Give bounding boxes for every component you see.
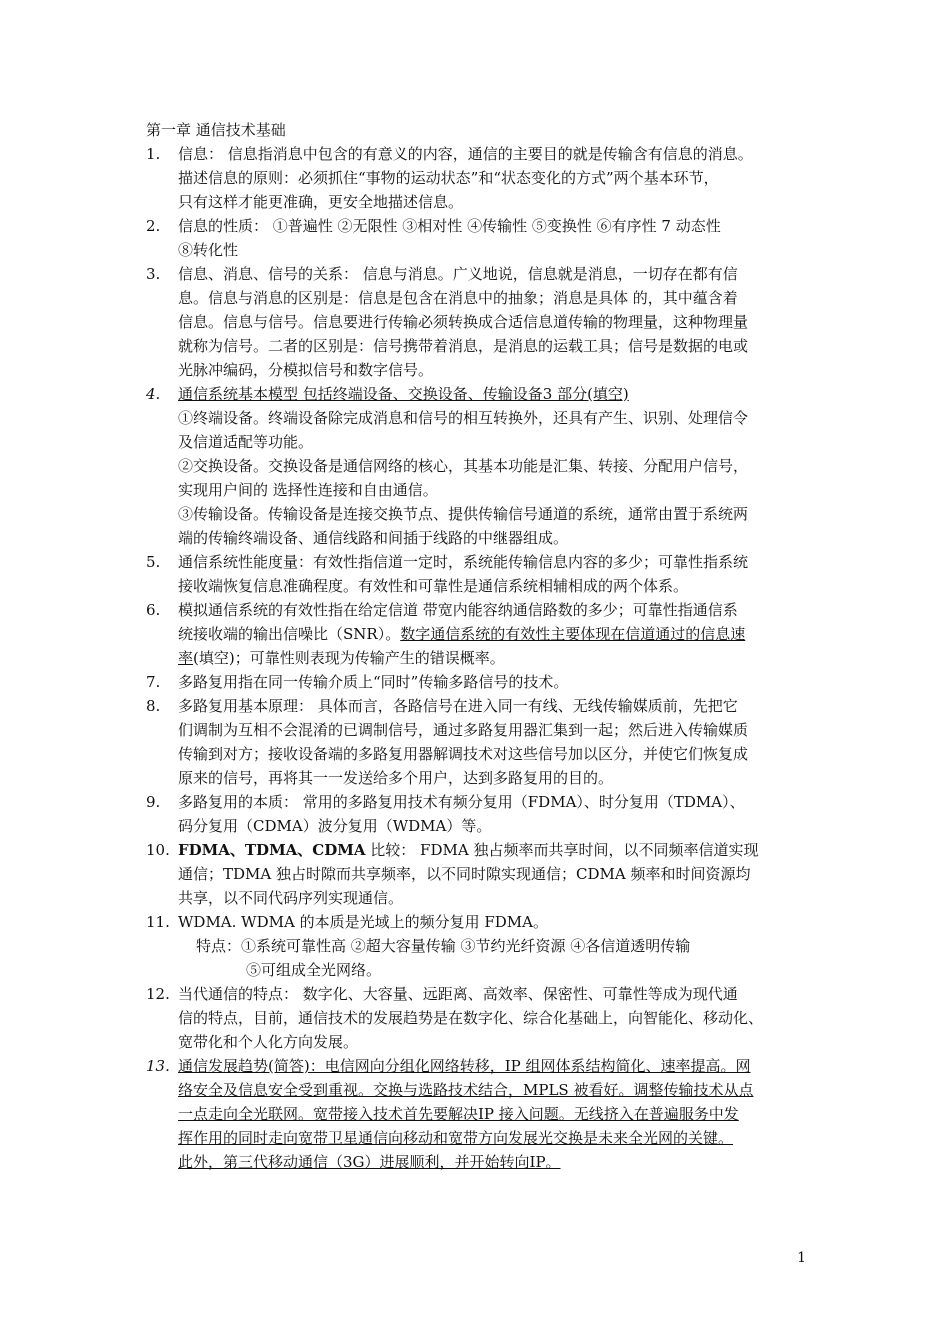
text-line: 多路复用基本原理： 具体而言，各路信号在进入同一有线、无线传输媒质前，先把它 — [178, 697, 738, 715]
text-line — [178, 622, 814, 646]
text-line: 模拟通信系统的有效性指在给定信道 带宽内能容纳通信路数的多少；可靠性指通信系 — [178, 601, 738, 619]
item-number: 11. — [146, 913, 170, 931]
list-item-6 — [146, 598, 814, 670]
text-line: 多路复用指在同一传输介质上“同时”传输多路信号的技术。 — [178, 673, 569, 691]
text-line: ②交换设备。交换设备是通信网络的核心，其基本功能是汇集、转接、分配用户信号， — [178, 457, 749, 475]
text-line: 信息。信息与信号。信息要进行传输必须转换成合适信息道传输的物理量，这种物理量 — [178, 313, 749, 331]
text-line: 当代通信的特点： 数字化、大容量、远距离、高效率、保密性、可靠性等成为现代通 — [178, 985, 738, 1003]
list-item-10 — [146, 838, 814, 910]
underlined-text: 数字通信系统的有效性主要体现在信道通过的信息速 — [400, 625, 746, 643]
text-line: 特点：①系统可靠性高 ②超大容量传输 ③节约光纤资源 ④各信道透明传输 — [196, 937, 691, 955]
item-number: 12. — [146, 985, 170, 1003]
list-item-3 — [146, 262, 814, 382]
item-number: 6. — [146, 601, 161, 619]
item-number: 8. — [146, 697, 161, 715]
text-line: 实现用户间的 选择性连接和自由通信。 — [178, 481, 438, 499]
text-line: 通信发展趋势(简答)：电信网向分组化网络转移，IP 组网体系结构简化、速率提高。网 — [178, 1057, 751, 1075]
list-item-12 — [146, 982, 814, 1054]
text-line: ⑧转化性 — [178, 241, 239, 259]
list-item-4 — [146, 382, 814, 550]
text-line: 络安全及信息安全受到重视。交换与选路技术结合，MPLS 被看好。调整传输技术从点 — [178, 1081, 754, 1099]
list-item-2 — [146, 214, 814, 262]
item-number: 13. — [146, 1057, 170, 1075]
text-line: 就称为信号。二者的区别是：信号携带着消息，是消息的运载工具；信号是数据的电或 — [178, 337, 749, 355]
list-item-7 — [146, 670, 814, 694]
text-line — [178, 838, 814, 862]
text-segment: 比较： FDMA 独占频率而共享时间，以不同频率信道实现 — [365, 841, 759, 859]
text-line — [178, 646, 814, 670]
chapter-title: 第一章 通信技术基础 — [146, 121, 286, 139]
item-number: 7. — [146, 673, 161, 691]
item-number: 2. — [146, 217, 161, 235]
page-number: 1 — [797, 1250, 806, 1266]
item-number: 10. — [146, 841, 170, 859]
text-line: 通信；TDMA 独占时隙而共享频率，以不同时隙实现通信；CDMA 频率和时间资源均 — [178, 865, 751, 883]
text-line: 接收端恢复信息准确程度。有效性和可靠性是通信系统相辅相成的两个体系。 — [178, 577, 689, 595]
item-number: 4. — [146, 385, 161, 403]
text-line: 们调制为互相不会混淆的已调制信号，通过多路复用器汇集到一起；然后进入传输媒质 — [178, 721, 749, 739]
list-item-11 — [146, 910, 814, 982]
text-line: 及信道适配等功能。 — [178, 433, 314, 451]
text-line: 多路复用的本质： 常用的多路复用技术有频分复用（FDMA）、时分复用（TDMA）、 — [178, 793, 745, 811]
text-line: 共享，以不同代码序列实现通信。 — [178, 889, 404, 907]
text-line: 传输到对方；接收设备端的多路复用器解调技术对这些信号加以区分，并使它们恢复成 — [178, 745, 749, 763]
text-line: ①终端设备。终端设备除完成消息和信号的相互转换外，还具有产生、识别、处理信令 — [178, 409, 749, 427]
text-line: 挥作用的同时走向宽带卫星通信向移动和宽带方向发展光交换是未来全光网的关键。 — [178, 1129, 734, 1147]
item-number: 9. — [146, 793, 161, 811]
text-line: 光脉冲编码，分模拟信号和数字信号。 — [178, 361, 434, 379]
text-line: ⑤可组成全光网络。 — [246, 961, 382, 979]
text-line: 信息的性质： ①普遍性 ②无限性 ③相对性 ④传输性 ⑤变换性 ⑥有序性 7 动态性 — [178, 217, 721, 235]
text-line: 描述信息的原则：必须抓住“事物的运动状态”和“状态变化的方式”两个基本环节， — [178, 169, 719, 187]
text-line: ③传输设备。传输设备是连接交换节点、提供传输信号通道的系统，通常由置于系统两 — [178, 505, 749, 523]
text-line: 息。信息与消息的区别是：信息是包含在消息中的抽象；消息是具体 的，其中蕴含着 — [178, 289, 738, 307]
bold-text: FDMA、TDMA、CDMA — [178, 841, 366, 859]
text-line: 宽带化和个人化方向发展。 — [178, 1033, 359, 1051]
text-line: 通信系统性能度量：有效性指信道一定时，系统能传输信息内容的多少；可靠性指系统 — [178, 553, 749, 571]
text-line: 信息： 信息指消息中包含的有意义的内容，通信的主要目的就是传输含有信息的消息。 — [178, 145, 753, 163]
underlined-text: 率 — [178, 649, 194, 667]
text-line: 码分复用（CDMA）波分复用（WDMA）等。 — [178, 817, 492, 835]
item-number: 3. — [146, 265, 161, 283]
text-segment: (填空)；可靠性则表现为传输产生的错误概率。 — [193, 649, 505, 667]
text-line: 只有这样才能更准确，更安全地描述信息。 — [178, 193, 464, 211]
list-item-8 — [146, 694, 814, 790]
text-line: 信的特点，目前，通信技术的发展趋势是在数字化、综合化基础上，向智能化、移动化、 — [178, 1009, 764, 1027]
text-line: 端的传输终端设备、通信线路和间插于线路的中继器组成。 — [178, 529, 569, 547]
item-number: 1. — [146, 145, 161, 163]
list-item-9 — [146, 790, 814, 838]
text-line: 此外，第三代移动通信（3G）进展顺利，并开始转向IP。 — [178, 1153, 561, 1171]
text-line: 一点走向全光联网。宽带接入技术首先要解决IP 接入问题。无线挤入在普遍服务中发 — [178, 1105, 739, 1123]
list-item-1 — [146, 142, 814, 214]
text-line: 信息、消息、信号的关系： 信息与消息。广义地说，信息就是消息，一切存在都有信 — [178, 265, 738, 283]
text-line: WDMA. WDMA 的本质是光域上的频分复用 FDMA。 — [178, 913, 548, 931]
list-item-13 — [146, 1054, 814, 1174]
item-number: 5. — [146, 553, 161, 571]
item-list — [146, 142, 814, 1174]
text-segment: 统接收端的输出信噪比（SNR）。 — [178, 625, 401, 643]
list-item-5 — [146, 550, 814, 598]
text-line: 原来的信号，再将其一一发送给多个用户，达到多路复用的目的。 — [178, 769, 614, 787]
item-heading: 通信系统基本模型 包括终端设备、交换设备、传输设备3 部分(填空) — [178, 385, 629, 403]
